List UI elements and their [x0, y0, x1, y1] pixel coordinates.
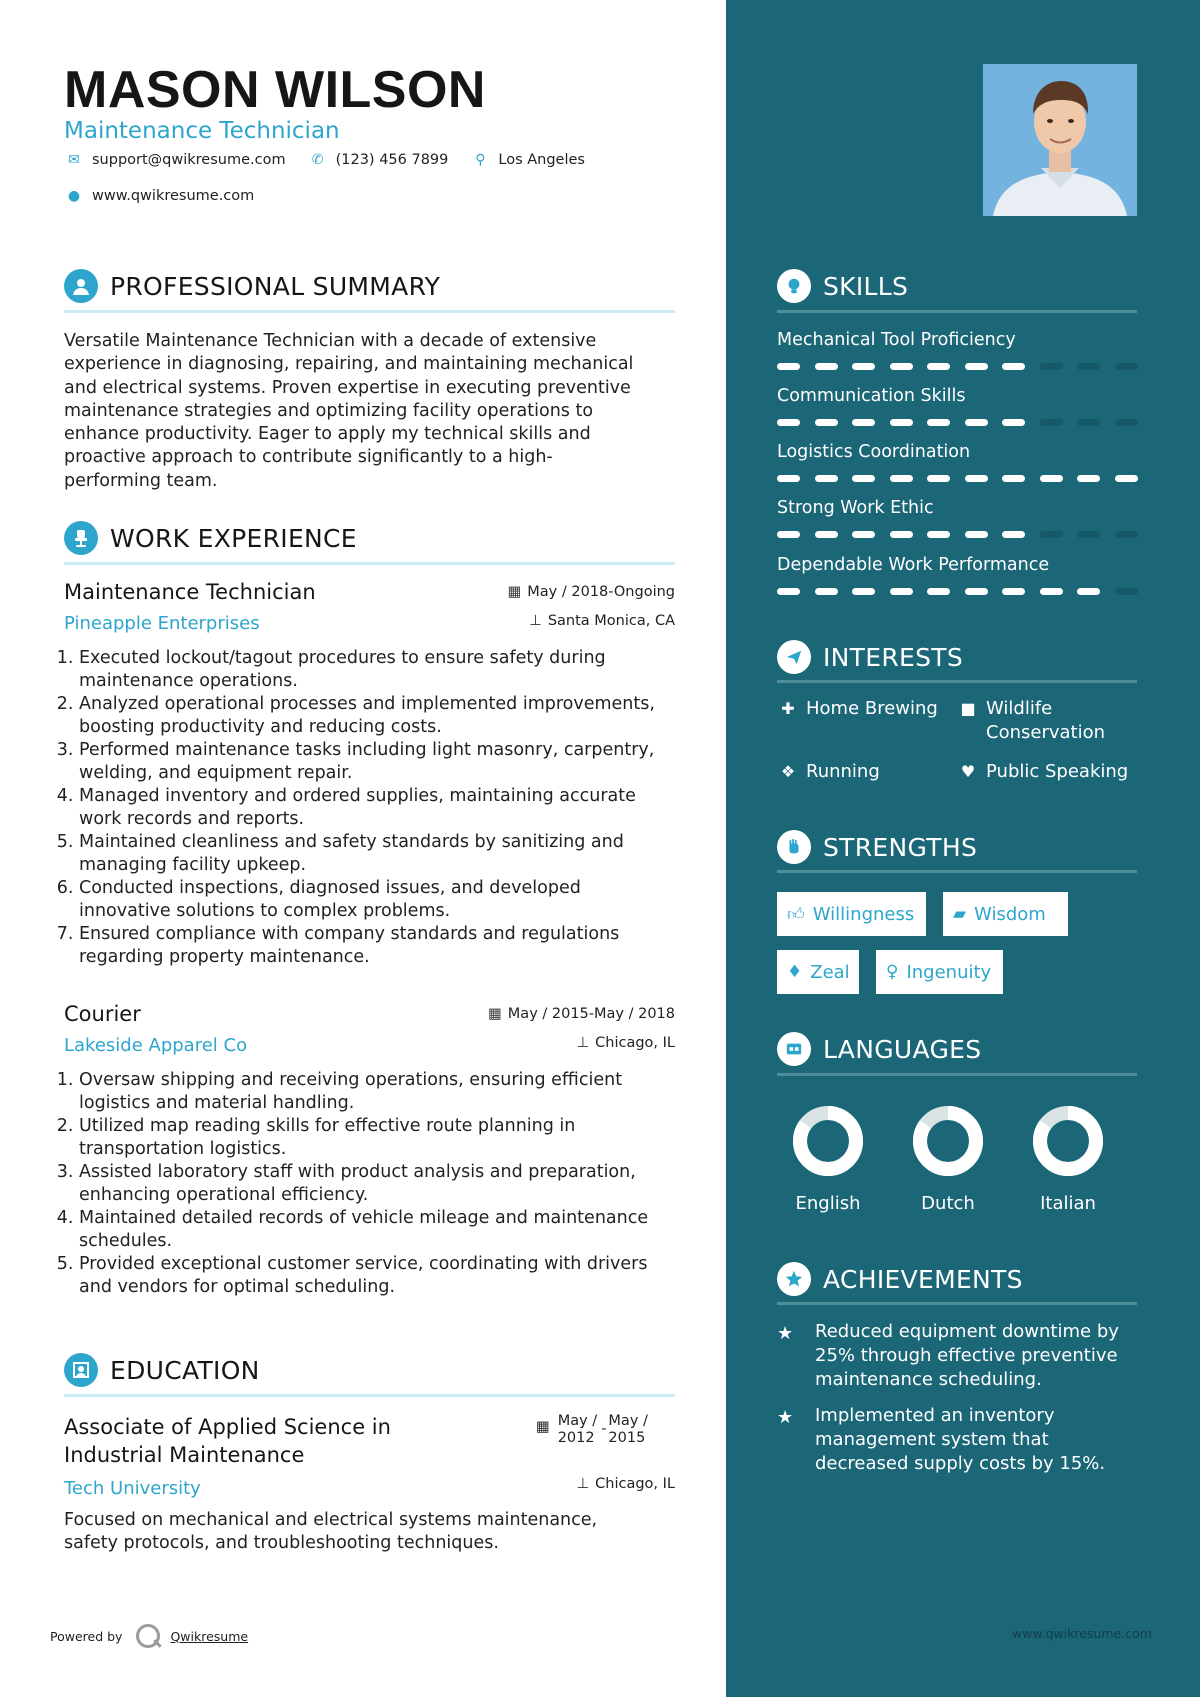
language-icon [777, 1032, 811, 1066]
education-date [536, 1413, 648, 1447]
skill-dash-empty [1115, 363, 1138, 370]
skill-meter [777, 363, 1152, 370]
interests-divider [777, 680, 1137, 683]
interests-heading [777, 640, 963, 674]
skill-dash-filled [852, 363, 875, 370]
interest-item [777, 697, 938, 721]
shooting-star-icon: ★ [777, 1323, 794, 1344]
puzzle-icon: ✚ [781, 699, 795, 718]
skill-dash-filled [965, 588, 988, 595]
achievement-item [777, 1404, 1147, 1476]
achievement-text [815, 1320, 1119, 1392]
job-bullet: 2. Analyzed operational processes and implemented improvements, boosting productivity and reducing costs. [79, 693, 675, 739]
job-location [529, 613, 675, 629]
skill-meter [777, 419, 1152, 426]
skill-dash-filled [777, 475, 800, 482]
interest-item [957, 697, 1105, 745]
job-location-text: Santa Monica, CA [547, 613, 675, 629]
education-description [64, 1509, 675, 1555]
job-date [508, 584, 675, 600]
office-chair-icon [64, 521, 98, 555]
skill-dash-filled [965, 531, 988, 538]
skill-meter [777, 588, 1152, 595]
skill-dash-empty [1077, 419, 1100, 426]
school-name: Tech University [64, 1478, 201, 1499]
profile-photo [983, 64, 1137, 216]
strength-label: Zeal [810, 961, 850, 983]
skill-dash-filled [965, 475, 988, 482]
skill-dash-filled [927, 588, 950, 595]
paw-icon: ❖ [780, 762, 796, 781]
strengths-title: STRENGTHS [823, 832, 978, 862]
skill-meter [777, 531, 1152, 538]
skill-dash-filled [852, 588, 875, 595]
lightbulb-icon [777, 269, 811, 303]
job-bullet: 5. Provided exceptional customer service, coordinating with drivers and vendors for optimal scheduling. [79, 1253, 675, 1299]
skill-dash-filled [815, 475, 838, 482]
book-icon: ▰ [953, 904, 967, 924]
heartbeat-icon: ♥ [960, 762, 976, 781]
language-ring [1032, 1105, 1104, 1177]
skill-dash-filled [1115, 475, 1138, 482]
skill-dash-filled [1002, 419, 1025, 426]
skills-divider [777, 310, 1137, 313]
skill-dash-filled [965, 419, 988, 426]
language-ring [792, 1105, 864, 1177]
language-ring [912, 1105, 984, 1177]
skill-dash-empty [1115, 419, 1138, 426]
education-title: EDUCATION [110, 1355, 260, 1385]
education-location [577, 1476, 676, 1492]
website-link[interactable]: www.qwikresume.com [92, 188, 255, 204]
skill-dash-filled [1077, 588, 1100, 595]
pushpin-icon: ⊥ [576, 1035, 590, 1051]
strength-chip [876, 950, 1003, 994]
job-bullet: 1. Executed lockout/tagout procedures to ensure safety during maintenance operations. [79, 647, 675, 693]
interest-label-line: Wildlife [986, 698, 1053, 719]
education-desc-line: Focused on mechanical and electrical systems maintenance, [64, 1510, 598, 1530]
interest-label [986, 697, 1105, 745]
skill-dash-filled [890, 531, 913, 538]
skill-dash-empty [1040, 419, 1063, 426]
lightbulb-icon: ♀ [886, 962, 899, 982]
job-location-text: Chicago, IL [595, 1035, 675, 1051]
skill-dash-filled [777, 531, 800, 538]
job-entry [64, 580, 675, 969]
calendar-icon: ▦ [507, 584, 522, 600]
skill-name: Dependable Work Performance [777, 555, 1050, 575]
skill-dash-filled [777, 419, 800, 426]
job-entry [64, 1002, 675, 1299]
paper-plane-icon [777, 640, 811, 674]
language-label: Dutch [921, 1193, 975, 1214]
job-date-text: May / 2018-Ongoing [527, 584, 675, 600]
summary-line: performing team. [64, 470, 218, 491]
qwikresume-logo-icon [136, 1624, 160, 1648]
interest-label-line: Conservation [986, 722, 1106, 743]
pushpin-icon: ⊥ [576, 1476, 590, 1492]
skill-dash-filled [1002, 475, 1025, 482]
chat-icon: ■ [960, 699, 976, 718]
location-text: Los Angeles [498, 152, 585, 168]
date-part: May / [608, 1413, 648, 1429]
strength-chip [777, 892, 926, 936]
education-date-end [608, 1413, 647, 1447]
languages-title: LANGUAGES [823, 1034, 982, 1064]
powered-by-label: Powered by [50, 1628, 123, 1644]
summary-heading [64, 269, 440, 303]
date-part: 2015 [608, 1430, 646, 1446]
experience-divider [64, 562, 675, 565]
strength-chip [777, 950, 859, 994]
job-bullet: 5. Maintained cleanliness and safety standards by sanitizing and managing facility upkeep. [79, 831, 675, 877]
achievement-line: Implemented an inventory [815, 1405, 1055, 1426]
experience-title: WORK EXPERIENCE [110, 523, 357, 553]
skill-dash-filled [852, 475, 875, 482]
languages-heading [777, 1032, 981, 1066]
interest-label: Home Brewing [806, 698, 938, 719]
job-bullet: 2. Utilized map reading skills for effective route planning in transportation logistics. [79, 1115, 675, 1161]
degree-line: Associate of Applied Science in [64, 1415, 391, 1439]
skill-dash-filled [927, 363, 950, 370]
education-heading [64, 1353, 260, 1387]
summary-line: Versatile Maintenance Technician with a decade of extensive [64, 331, 597, 351]
shooting-star-icon: ★ [777, 1407, 794, 1428]
job-bullet: 3. Assisted laboratory staff with product analysis and preparation, enhancing operational efficiency. [79, 1161, 675, 1207]
contact-row-2 [64, 188, 276, 204]
summary-line: experience in diagnosing, repairing, and maintaining mechanical [64, 354, 634, 375]
strength-chip [943, 892, 1068, 936]
skill-name: Mechanical Tool Proficiency [777, 330, 1016, 350]
language-label: English [795, 1193, 861, 1214]
job-bullets [64, 647, 675, 969]
skill-dash-filled [1040, 475, 1063, 482]
star-icon [777, 1262, 811, 1296]
degree-line: Industrial Maintenance [64, 1443, 305, 1467]
strengths-divider [777, 870, 1137, 873]
phone-icon: ✆ [311, 152, 324, 168]
thumbs-up-icon: 👍︎ [787, 904, 805, 925]
skill-dash-filled [927, 475, 950, 482]
map-pin-icon: ⚲ [475, 152, 486, 168]
job-company: Pineapple Enterprises [64, 613, 260, 634]
summary-line: enhance productivity. Eager to apply my technical skills and [64, 424, 591, 445]
user-icon [64, 269, 98, 303]
skill-dash-filled [927, 531, 950, 538]
brand-link[interactable]: Qwikresume [170, 1628, 249, 1644]
footer-site-link[interactable]: www.qwikresume.com [1012, 1626, 1152, 1641]
experience-heading [64, 521, 357, 555]
pushpin-icon: ⊥ [529, 613, 542, 629]
job-location [577, 1035, 676, 1051]
skill-dash-filled [890, 475, 913, 482]
strength-label: Ingenuity [906, 961, 992, 983]
summary-line: and electrical systems. Proven expertise in executing preventive [64, 377, 631, 398]
skills-heading [777, 269, 908, 303]
summary-divider [64, 310, 675, 313]
achievement-line: management system that [815, 1429, 1049, 1450]
skill-meter [777, 475, 1152, 482]
date-part: May / [557, 1413, 598, 1429]
date-part: 2012 [557, 1430, 595, 1446]
job-company: Lakeside Apparel Co [64, 1035, 248, 1056]
skills-title: SKILLS [823, 271, 909, 301]
candidate-title: Maintenance Technician [64, 118, 340, 144]
summary-text [64, 330, 674, 493]
graduate-icon [64, 1353, 98, 1387]
skill-dash-filled [815, 531, 838, 538]
skill-dash-filled [965, 363, 988, 370]
achievement-line: 25% through effective preventive [815, 1345, 1118, 1366]
interest-label: Public Speaking [986, 761, 1129, 782]
interest-item [777, 760, 880, 784]
skill-dash-filled [852, 419, 875, 426]
skill-dash-filled [890, 419, 913, 426]
job-bullet: 7. Ensured compliance with company standards and regulations regarding property maintenance. [79, 923, 675, 969]
hand-icon [777, 830, 811, 864]
education-location-text: Chicago, IL [595, 1476, 675, 1492]
skill-name: Strong Work Ethic [777, 498, 934, 518]
skill-dash-filled [815, 588, 838, 595]
skill-dash-filled [777, 588, 800, 595]
date-separator: - [601, 1421, 607, 1437]
calendar-icon: ▦ [536, 1419, 550, 1435]
skill-dash-filled [890, 588, 913, 595]
contact-row-1 [64, 152, 607, 168]
powered-by [50, 1624, 248, 1648]
skill-dash-empty [1040, 531, 1063, 538]
globe-icon: ● [67, 188, 81, 204]
calendar-icon: ▦ [488, 1006, 502, 1022]
achievement-line: maintenance scheduling. [815, 1369, 1042, 1390]
skill-dash-filled [852, 531, 875, 538]
envelope-icon: ✉ [68, 152, 80, 168]
languages-divider [777, 1073, 1137, 1076]
skill-dash-filled [777, 363, 800, 370]
skill-dash-filled [927, 419, 950, 426]
candidate-name: MASON WILSON [64, 61, 486, 119]
achievement-item [777, 1320, 1147, 1392]
summary-line: maintenance strategies and optimizing facility operations to [64, 400, 594, 421]
summary-line: proactive approach to contribute significantly to a high- [64, 447, 553, 468]
achievements-heading [777, 1262, 1023, 1296]
achievements-title: ACHIEVEMENTS [823, 1264, 1023, 1294]
skill-dash-filled [890, 363, 913, 370]
phone-text: (123) 456 7899 [335, 152, 449, 168]
achievement-line: decreased supply costs by 15%. [815, 1453, 1106, 1474]
skill-dash-filled [1077, 475, 1100, 482]
skill-dash-filled [1002, 588, 1025, 595]
skill-name: Communication Skills [777, 386, 966, 406]
skill-dash-filled [1002, 363, 1025, 370]
skill-dash-empty [1040, 363, 1063, 370]
skill-dash-filled [1040, 588, 1063, 595]
job-bullet: 1. Oversaw shipping and receiving operations, ensuring efficient logistics and material handling. [79, 1069, 675, 1115]
skill-dash-empty [1115, 588, 1138, 595]
language-label: Italian [1040, 1193, 1096, 1214]
job-bullet: 4. Maintained detailed records of vehicle mileage and maintenance schedules. [79, 1207, 675, 1253]
education-date-start [558, 1413, 597, 1447]
job-bullets [64, 1069, 675, 1299]
skill-dash-filled [1002, 531, 1025, 538]
skill-dash-empty [1115, 531, 1138, 538]
achievements-divider [777, 1302, 1137, 1305]
job-title: Maintenance Technician [64, 580, 316, 604]
interests-title: INTERESTS [823, 642, 964, 672]
education-divider [64, 1394, 675, 1397]
interest-label: Running [806, 761, 880, 782]
skill-dash-filled [815, 419, 838, 426]
skill-name: Logistics Coordination [777, 442, 971, 462]
job-date [488, 1006, 675, 1022]
strengths-heading [777, 830, 977, 864]
strength-label: Wisdom [974, 903, 1046, 925]
education-desc-line: safety protocols, and troubleshooting techniques. [64, 1533, 499, 1553]
job-bullet: 6. Conducted inspections, diagnosed issues, and developed innovative solutions to complex problems. [79, 877, 675, 923]
achievement-line: Reduced equipment downtime by [815, 1321, 1119, 1342]
strength-label: Willingness [812, 903, 915, 925]
job-bullet: 4. Managed inventory and ordered supplies, maintaining accurate work records and reports. [79, 785, 675, 831]
skill-dash-empty [1077, 531, 1100, 538]
email-link[interactable]: support@qwikresume.com [92, 152, 286, 168]
skill-dash-filled [815, 363, 838, 370]
job-title: Courier [64, 1002, 141, 1026]
fire-icon: ♦ [787, 962, 803, 982]
job-bullet: 3. Performed maintenance tasks including light masonry, carpentry, welding, and equipment repair. [79, 739, 675, 785]
achievement-text [815, 1404, 1105, 1476]
skill-dash-empty [1077, 363, 1100, 370]
job-date-text: May / 2015-May / 2018 [507, 1006, 675, 1022]
interest-item [957, 760, 1128, 784]
summary-title: PROFESSIONAL SUMMARY [110, 271, 441, 301]
